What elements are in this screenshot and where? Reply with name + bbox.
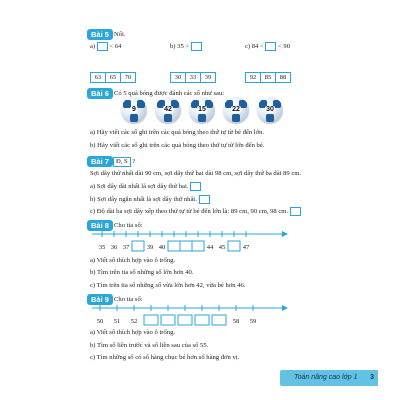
number-group-2 [170, 72, 215, 83]
exercise-7b [90, 195, 210, 204]
tick-label: 59 [249, 318, 257, 325]
answer-box[interactable] [168, 241, 180, 251]
number-cell[interactable]: 33 [185, 72, 201, 83]
tick-label: 39 [146, 244, 154, 251]
answer-box[interactable] [192, 241, 204, 251]
exercise-7c [90, 207, 301, 216]
arrow-right-icon [282, 231, 288, 237]
exercise-7a [90, 182, 201, 191]
exercise-5-badge: Bài 5 [87, 29, 113, 40]
ball-number: 22 [232, 106, 240, 113]
exercise-5c-label: c) 84 < [245, 43, 264, 51]
football-icon [121, 97, 147, 123]
exercise-6-badge: Bài 6 [87, 88, 113, 99]
exercise-9c: c) Tìm những số có số hàng chục bé hơn số hàng đơn vị. [90, 354, 240, 361]
answer-box[interactable] [161, 315, 175, 325]
answer-box[interactable] [212, 315, 226, 325]
answer-box[interactable] [199, 195, 210, 204]
answer-box[interactable] [180, 241, 192, 251]
exercise-8b: b) Tìm trên tia số những số lớn hơn 40. [90, 269, 194, 276]
exercise-9b: b) Tìm số liền trước và số liền sau của số 55. [90, 342, 209, 349]
tick-label: 51 [113, 318, 121, 325]
true-false-tag: Đ, S [113, 157, 131, 167]
arrow-right-icon [282, 305, 288, 311]
exercise-5c-expr: < 90 [278, 43, 291, 51]
number-group-3 [245, 72, 290, 83]
page-number: 3 [370, 374, 374, 381]
ball-number: 15 [198, 106, 206, 113]
answer-box[interactable] [97, 42, 108, 51]
answer-box[interactable] [228, 241, 240, 251]
number-cell[interactable]: 92 [245, 72, 261, 83]
answer-box[interactable] [195, 315, 209, 325]
exercise-6-instruction: Có 5 quả bóng được đánh các số như sau: [114, 90, 225, 97]
exercise-5c [245, 42, 290, 51]
tick-label: 36 [110, 244, 118, 251]
answer-box[interactable] [290, 207, 301, 216]
exercise-5a-expr: < 64 [109, 43, 122, 51]
exercise-5a-label: a) [90, 43, 96, 51]
exercise-9-badge: Bài 9 [87, 294, 113, 305]
ball-number: 9 [132, 106, 136, 113]
tick-label: 37 [122, 244, 130, 251]
answer-box[interactable] [190, 182, 201, 191]
exercise-7-intro: Sợi dây thứ nhất dài 90 cm, sợi dây thứ hai dài 98 cm, sợi dây thứ ba dài 89 cm. [90, 170, 302, 177]
exercise-8-instruction: Cho tia số: [114, 222, 143, 229]
tick-label: 50 [96, 318, 104, 325]
ball-number: 42 [164, 106, 172, 113]
exercise-5b-label: b) 35 > [170, 43, 190, 51]
answer-box[interactable] [132, 241, 144, 251]
tick-label: 44 [206, 244, 214, 251]
number-cell[interactable]: 85 [260, 72, 276, 83]
exercise-9a: a) Viết số thích hợp vào ô trống. [90, 329, 176, 336]
exercise-7-tag [113, 157, 135, 167]
exercise-8-badge: Bài 8 [87, 220, 113, 231]
answer-box[interactable] [144, 315, 158, 325]
exercise-8c: c) Tìm trên tia số những số vừa lớn hơn 42, vừa bé hơn 46. [90, 282, 246, 289]
exercise-5b [170, 42, 202, 51]
tick-label: 52 [130, 318, 138, 325]
exercise-6a: a) Hãy viết các số ghi trên các quả bóng theo thứ tự từ bé đến lớn. [90, 129, 265, 136]
answer-box[interactable] [191, 42, 202, 51]
number-cell[interactable]: 30 [170, 72, 186, 83]
exercise-5a [90, 42, 121, 51]
tick-label: 58 [232, 318, 240, 325]
ball-number: 30 [266, 106, 274, 113]
number-cell[interactable]: 63 [90, 72, 106, 83]
exercise-8a: a) Viết số thích hợp vào ô trống. [90, 257, 176, 264]
exercise-6b: b) Hãy viết các số ghi trên các quả bóng theo thứ tự từ lớn đến bé. [90, 142, 265, 149]
exercise-7a-text: a) Sợi dây dài nhất là sợi dây thứ hai. [90, 183, 189, 191]
number-cell[interactable]: 70 [120, 72, 136, 83]
answer-box[interactable] [178, 315, 192, 325]
exercise-7c-text: c) Độ dài ba sợi dây xếp theo thứ tự từ bé đến lớn là: 89 cm, 90 cm, 98 cm. [90, 208, 289, 216]
number-cell[interactable]: 65 [105, 72, 121, 83]
tick-label: 35 [98, 244, 106, 251]
football-icon [223, 97, 249, 123]
number-line-8 [90, 229, 290, 259]
exercise-7-badge: Bài 7 [87, 156, 113, 167]
number-cell[interactable]: 88 [275, 72, 291, 83]
tick-label: 47 [242, 244, 250, 251]
page-footer [280, 370, 378, 386]
book-title: Toán nâng cao lớp 1 [294, 374, 358, 381]
number-group-1 [90, 72, 135, 83]
tick-label: 40 [158, 244, 166, 251]
exercise-7b-text: b) Sợi dây ngắn nhất là sợi dây thứ nhất. [90, 196, 197, 204]
answer-box[interactable] [265, 42, 276, 51]
football-icon [257, 97, 283, 123]
exercise-7-tag-suffix: ? [132, 158, 136, 165]
exercise-9-instruction: Cho tia số: [114, 296, 143, 303]
football-icon [189, 97, 215, 123]
tick-label: 45 [218, 244, 226, 251]
football-icon [155, 97, 181, 123]
exercise-5-instruction: Nối. [114, 31, 126, 38]
number-cell[interactable]: 39 [200, 72, 216, 83]
